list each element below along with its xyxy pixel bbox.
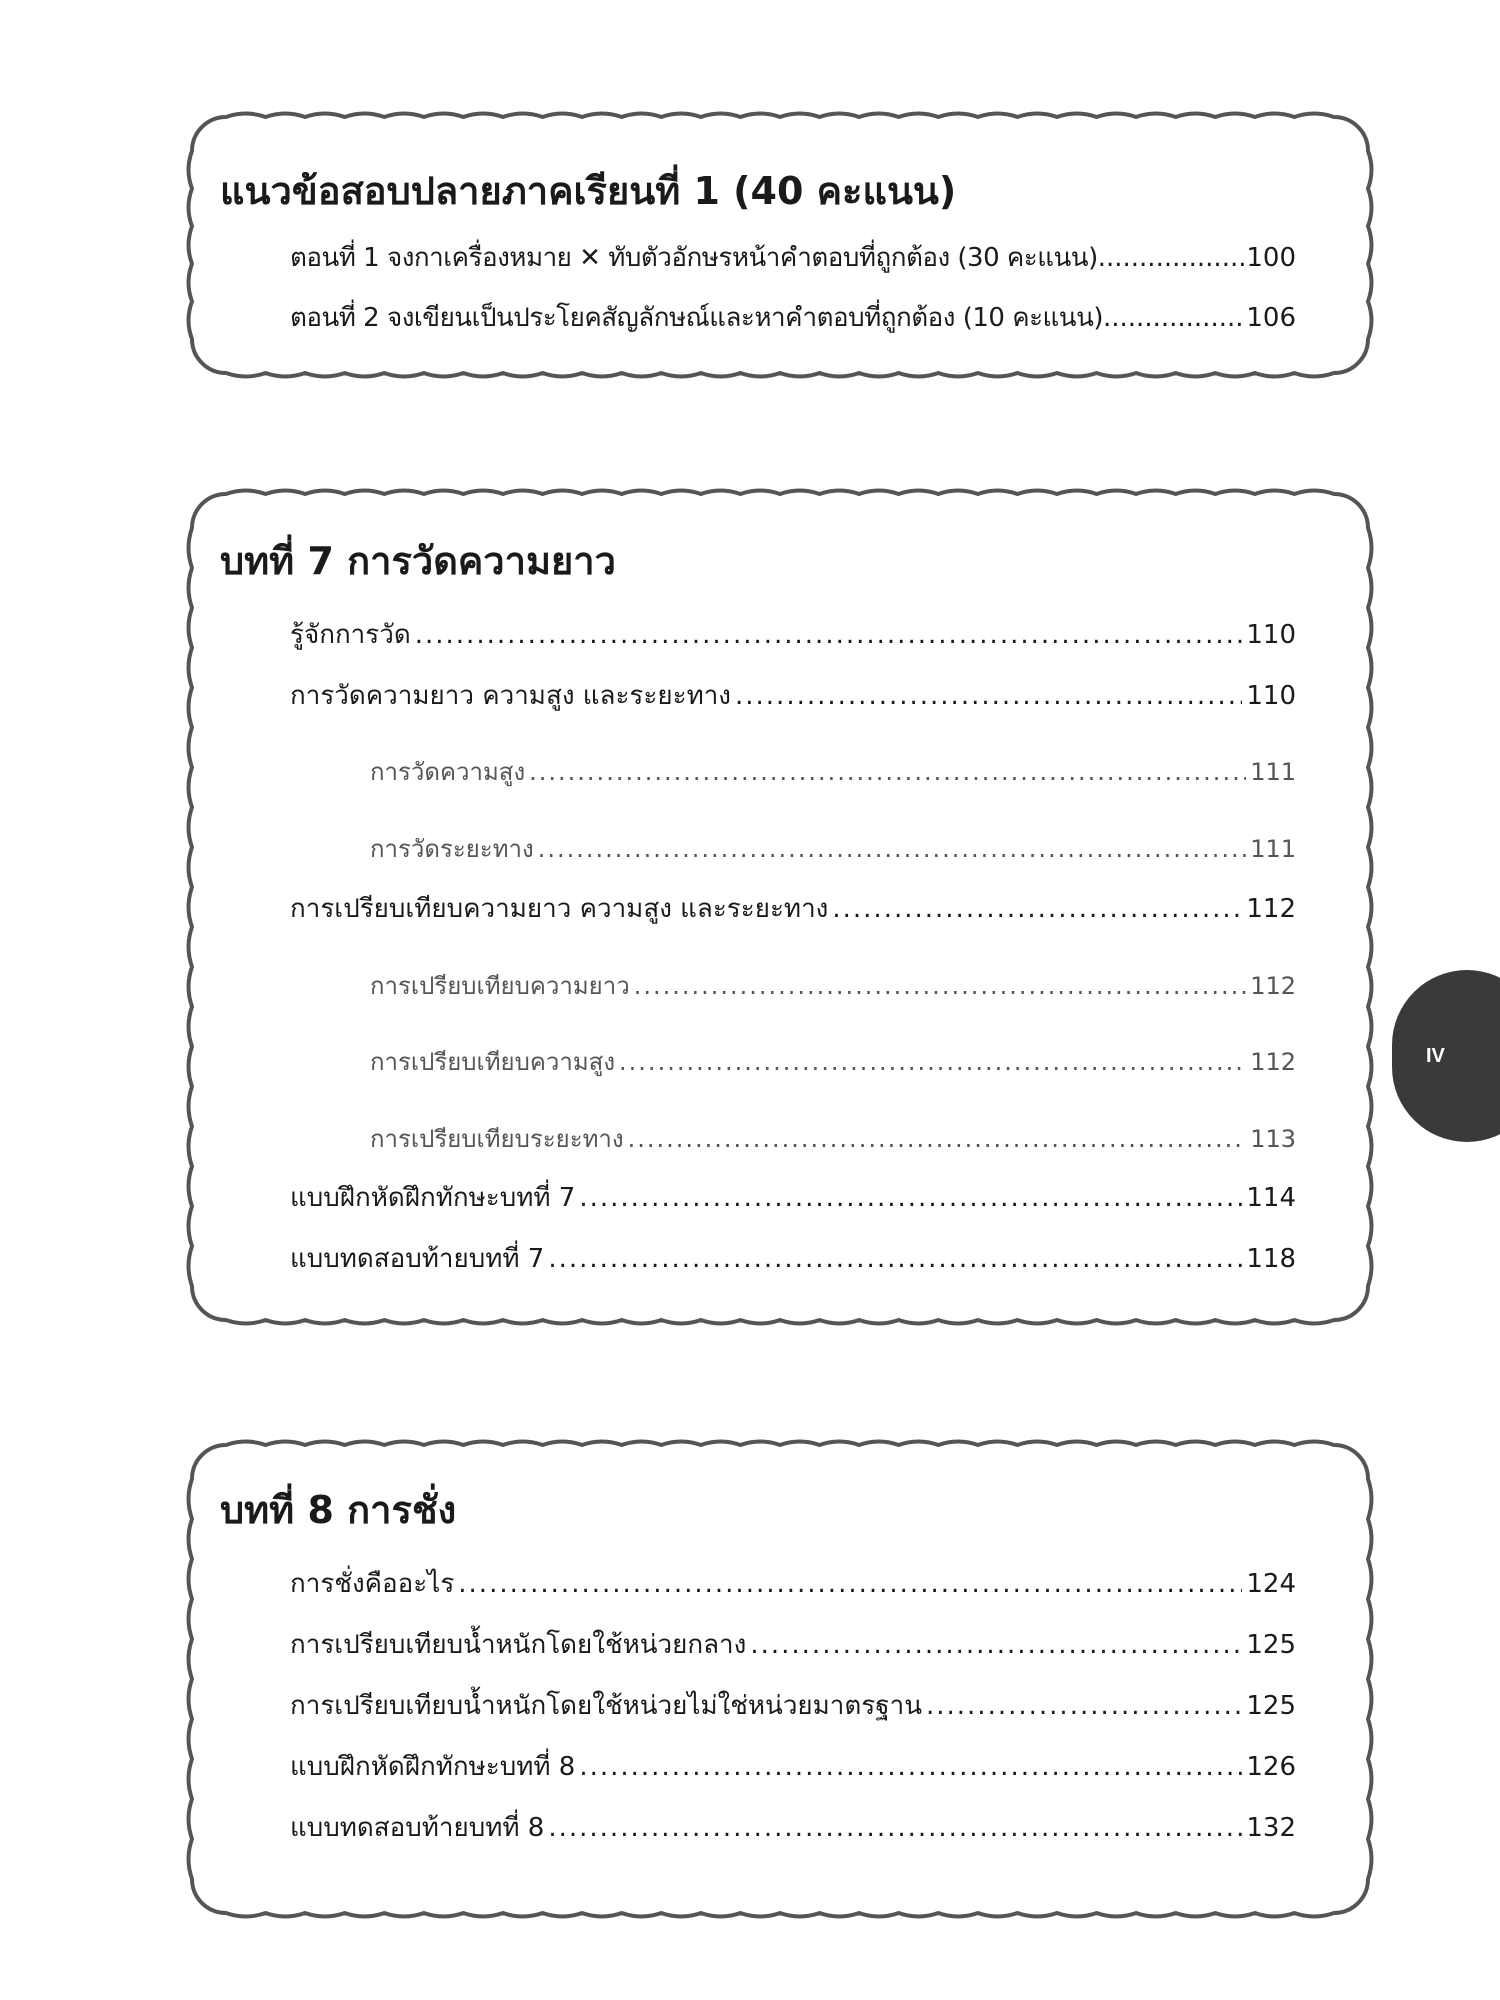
page-number: 113	[1250, 1125, 1296, 1153]
toc-entry[interactable]	[290, 892, 1296, 926]
toc-subentry[interactable]	[370, 969, 1296, 1003]
entry-label: แบบทดสอบท้ายบทที่ 8	[290, 1813, 545, 1843]
leader-dots	[548, 1811, 1242, 1845]
entry-label: แบบทดสอบท้ายบทที่ 7	[290, 1244, 545, 1274]
leader-dots	[1098, 241, 1247, 275]
page-number: 110	[1246, 681, 1296, 711]
entry-label: การเปรียบเทียบระยะทาง	[370, 1125, 624, 1153]
section-title: แนวข้อสอบปลายภาคเรียนที่ 1 (40 คะแนน)	[220, 169, 957, 213]
leader-dots	[926, 1689, 1242, 1723]
leader-dots	[628, 1122, 1247, 1156]
page-number: 126	[1246, 1752, 1296, 1782]
page-roman-numeral: IV	[1426, 1045, 1445, 1067]
toc-entry[interactable]	[290, 301, 1296, 335]
toc-entry[interactable]	[290, 1628, 1296, 1662]
toc-entry[interactable]	[290, 1242, 1296, 1276]
entry-label: การเปรียบเทียบน้ำหนักโดยใช้หน่วยไม่ใช่หน่วยมาตรฐาน	[290, 1691, 922, 1721]
toc-subentry[interactable]	[370, 832, 1296, 866]
toc-entry[interactable]	[290, 1689, 1296, 1723]
page-number: 112	[1250, 972, 1296, 1000]
entry-label: แบบฝึกหัดฝึกทักษะบทที่ 8	[290, 1752, 576, 1782]
toc-entry[interactable]	[290, 1750, 1296, 1784]
leader-dots	[1103, 301, 1246, 335]
page-number: 125	[1246, 1691, 1296, 1721]
page-number: 132	[1246, 1813, 1296, 1843]
page-number: 111	[1250, 758, 1296, 786]
toc-subentry[interactable]	[370, 1122, 1296, 1156]
page-number: 118	[1246, 1244, 1296, 1274]
page-number: 111	[1250, 835, 1296, 863]
page-number: 100	[1246, 243, 1296, 273]
chapter-title: บทที่ 7 การวัดความยาว	[220, 539, 616, 583]
leader-dots	[415, 618, 1243, 652]
leader-dots	[579, 1181, 1242, 1215]
entry-label: การวัดความสูง	[370, 758, 526, 786]
page-number: 124	[1246, 1569, 1296, 1599]
page-number-tab	[1392, 970, 1500, 1142]
entry-label: การเปรียบเทียบความสูง	[370, 1048, 616, 1076]
entry-label: แบบฝึกหัดฝึกทักษะบทที่ 7	[290, 1183, 576, 1213]
page-number: 125	[1246, 1630, 1296, 1660]
entry-label: การเปรียบเทียบความยาว	[370, 972, 630, 1000]
chapter-title: บทที่ 8 การชั่ง	[220, 1488, 457, 1532]
exam-section-box	[180, 105, 1380, 385]
toc-entry[interactable]	[290, 1811, 1296, 1845]
leader-dots	[735, 679, 1242, 713]
leader-dots	[832, 892, 1242, 926]
leader-dots	[538, 832, 1246, 866]
toc-entry[interactable]	[290, 679, 1296, 713]
entry-label: การวัดความยาว ความสูง และระยะทาง	[290, 681, 731, 711]
page-number: 112	[1250, 1048, 1296, 1076]
entry-label: การเปรียบเทียบน้ำหนักโดยใช้หน่วยกลาง	[290, 1630, 747, 1660]
entry-label: ตอนที่ 2 จงเขียนเป็นประโยคสัญลักษณ์และหาคำตอบที่ถูกต้อง (10 คะแนน)	[290, 303, 1103, 333]
page-number: 114	[1246, 1183, 1296, 1213]
entry-label: การเปรียบเทียบความยาว ความสูง และระยะทาง	[290, 894, 829, 924]
toc-entry[interactable]	[290, 618, 1296, 652]
toc-entry[interactable]	[290, 241, 1296, 275]
entry-label: การวัดระยะทาง	[370, 835, 534, 863]
leader-dots	[750, 1628, 1242, 1662]
page-number: 110	[1246, 620, 1296, 650]
entry-label: การชั่งคืออะไร	[290, 1569, 455, 1599]
leader-dots	[579, 1750, 1242, 1784]
entry-label: ตอนที่ 1 จงกาเครื่องหมาย ✕ ทับตัวอักษรหน้าคำตอบที่ถูกต้อง (30 คะแนน)	[290, 243, 1098, 273]
leader-dots	[548, 1242, 1242, 1276]
toc-entry[interactable]	[290, 1567, 1296, 1601]
leader-dots	[634, 969, 1247, 1003]
leader-dots	[619, 1045, 1246, 1079]
leader-dots	[529, 755, 1246, 789]
entry-label: รู้จักการวัด	[290, 620, 411, 650]
chapter-8-box	[180, 1433, 1380, 1925]
page-number: 112	[1246, 894, 1296, 924]
toc-entry[interactable]	[290, 1181, 1296, 1215]
leader-dots	[458, 1567, 1242, 1601]
page-number: 106	[1246, 303, 1296, 333]
chapter-7-box	[180, 482, 1380, 1332]
toc-subentry[interactable]	[370, 1045, 1296, 1079]
toc-subentry[interactable]	[370, 755, 1296, 789]
